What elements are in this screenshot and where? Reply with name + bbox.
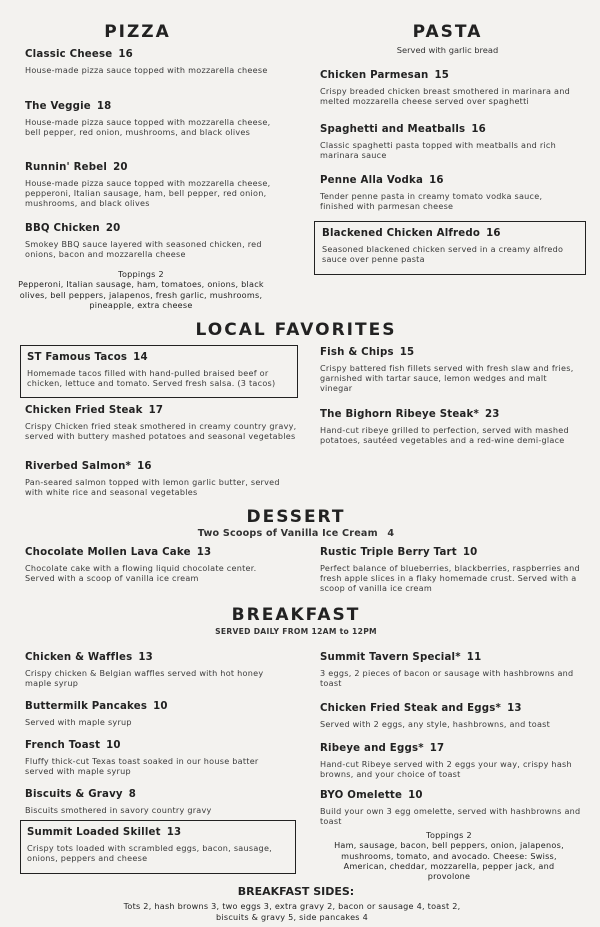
item-price: 17: [429, 743, 445, 754]
special-price: 4: [387, 528, 395, 539]
item-description: Crispy breaded chicken breast smothered in marinara and melted mozzarella cheese served over spaghetti: [320, 86, 571, 107]
menu-item: [25, 740, 287, 776]
menu-item: [25, 101, 285, 137]
item-description: House-made pizza sauce topped with mozzarella cheese: [25, 65, 268, 75]
item-price: 13: [196, 547, 212, 558]
menu-item: [320, 347, 578, 394]
menu-item: [320, 70, 575, 106]
item-description: House-made pizza sauce topped with mozzarella cheese, bell pepper, red onion, mushrooms, and black olives: [25, 117, 271, 138]
item-price: 13: [138, 652, 153, 663]
item-name: The Veggie: [25, 101, 91, 112]
item-price: 13: [507, 703, 522, 714]
item-description: Hand-cut Ribeye served with 2 eggs your way, crispy hash browns, and your choice of toast: [320, 759, 572, 780]
item-name: ST Famous Tacos: [27, 352, 128, 363]
item-name: Chicken Fried Steak and Eggs*: [320, 703, 502, 714]
item-price: 20: [113, 162, 128, 173]
item-description: Crispy Chicken fried steak smothered in creamy country gravy, served with buttery mashed potatoes and seasonal vegetables: [25, 421, 297, 442]
menu-item: [25, 405, 297, 441]
item-name: Chicken Fried Steak: [25, 405, 143, 416]
item-name: Fish & Chips: [320, 347, 394, 358]
item-description: Served with 2 eggs, any style, hashbrowns, and toast: [320, 719, 551, 729]
item-price: 15: [434, 70, 450, 81]
toppings-list: Pepperoni, Italian sausage, ham, tomatoes, onions, black olives, bell peppers, jalapenos, fresh garlic, mushrooms, pineapple, extra cheese: [18, 279, 264, 310]
menu-item: [25, 789, 287, 815]
pasta-subtitle: Served with garlic bread: [396, 45, 499, 55]
item-name: French Toast: [25, 740, 101, 751]
menu-item: [25, 547, 287, 583]
pizza-toppings: [18, 269, 264, 310]
item-description: Biscuits smothered in savory country gravy: [25, 805, 212, 815]
item-description: Hand-cut ribeye grilled to perfection, served with mashed potatoes, sautéed vegetables and a red-wine demi-glace: [320, 425, 569, 446]
breakfast-sides-list: Tots 2, hash browns 3, two eggs 3, extra gravy 2, bacon or sausage 4, toast 2, biscuits & gravy 5, side pancakes 4: [123, 901, 461, 922]
dessert-special: [100, 528, 492, 539]
pizza-title: PIZZA: [104, 22, 171, 42]
menu-item: [25, 701, 287, 727]
item-description: Fluffy thick-cut Texas toast soaked in our house batter served with maple syrup: [25, 756, 259, 777]
item-name: Chicken Parmesan: [320, 70, 429, 81]
breakfast-subtitle: SERVED DAILY FROM 12AM to 12PM: [215, 627, 377, 636]
item-price: 17: [148, 405, 164, 416]
menu-item: [320, 124, 575, 160]
menu-item: [25, 49, 270, 75]
menu-item: [320, 703, 582, 729]
item-name: Ribeye and Eggs*: [320, 743, 424, 754]
item-name: Classic Cheese: [25, 49, 113, 60]
featured-menu-item: [20, 820, 296, 874]
item-description: Homemade tacos filled with hand-pulled braised beef or chicken, lettuce and tomato. Served fresh salsa. (3 tacos): [27, 368, 276, 389]
item-price: 16: [118, 49, 133, 60]
item-price: 10: [106, 740, 121, 751]
item-price: 10: [462, 547, 478, 558]
item-price: 16: [429, 175, 444, 186]
item-price: 10: [153, 701, 168, 712]
item-name: Riverbed Salmon*: [25, 461, 132, 472]
toppings-label: Toppings 2: [118, 269, 164, 279]
local-favorites-title: LOCAL FAVORITES: [195, 320, 397, 340]
item-price: 18: [96, 101, 112, 112]
item-name: Runnin' Rebel: [25, 162, 108, 173]
menu-item: [25, 461, 290, 497]
item-description: Smokey BBQ sauce layered with seasoned chicken, red onions, bacon and mozzarella cheese: [25, 239, 262, 260]
item-description: Seasoned blackened chicken served in a creamy alfredo sauce over penne pasta: [322, 244, 564, 265]
item-name: BBQ Chicken: [25, 223, 100, 234]
item-description: 3 eggs, 2 pieces of bacon or sausage with hashbrowns and toast: [320, 668, 574, 689]
item-description: Classic spaghetti pasta topped with meatballs and rich marinara sauce: [320, 140, 556, 161]
menu-item: [320, 547, 582, 594]
menu-item: [320, 743, 582, 779]
item-name: Chicken & Waffles: [25, 652, 133, 663]
dessert-title: DESSERT: [246, 507, 346, 527]
item-name: Summit Loaded Skillet: [27, 827, 161, 838]
item-price: 10: [408, 790, 423, 801]
toppings-label: Toppings 2: [426, 830, 472, 840]
item-description: Crispy tots loaded with scrambled eggs, bacon, sausage, onions, peppers and cheese: [27, 843, 272, 864]
featured-menu-item: [20, 345, 298, 398]
pasta-title: PASTA: [412, 22, 483, 42]
item-description: Build your own 3 egg omelette, served with hashbrowns and toast: [320, 806, 581, 827]
menu-item: [320, 409, 578, 445]
item-description: House-made pizza sauce topped with mozzarella cheese, pepperoni, Italian sausage, ham, bell pepper, red onion, mushrooms, and black olives: [25, 178, 271, 209]
item-price: 16: [471, 124, 486, 135]
item-price: 11: [466, 652, 482, 663]
omelette-toppings: [326, 830, 572, 881]
breakfast-sides-title: BREAKFAST SIDES:: [237, 885, 355, 898]
item-description: Perfect balance of blueberries, blackberries, raspberries and fresh apple slices in a flaky homemade crust. Served with a scoop of vanilla ice cream: [320, 563, 580, 594]
item-price: 23: [485, 409, 500, 420]
menu-item: [320, 652, 582, 688]
toppings-list: Ham, sausage, bacon, bell peppers, onion, jalapenos, mushrooms, tomato, and avocado. Cheese: Swiss, American, cheddar, mozzarella, pepper jack, and provolone: [334, 840, 564, 882]
item-price: 14: [133, 352, 148, 363]
item-name: Blackened Chicken Alfredo: [322, 228, 481, 239]
special-name: Two Scoops of Vanilla Ice Cream: [197, 528, 378, 539]
item-name: Buttermilk Pancakes: [25, 701, 148, 712]
item-price: 13: [166, 827, 182, 838]
item-name: Penne Alla Vodka: [320, 175, 424, 186]
item-description: Chocolate cake with a flowing liquid chocolate center. Served with a scoop of vanilla ice cream: [25, 563, 257, 584]
featured-menu-item: [314, 221, 586, 275]
item-price: 15: [399, 347, 415, 358]
menu-item: [25, 223, 287, 259]
item-description: Served with maple syrup: [25, 717, 132, 727]
item-name: BYO Omelette: [320, 790, 403, 801]
item-price: 16: [486, 228, 501, 239]
item-price: 20: [105, 223, 121, 234]
menu-item: [25, 652, 287, 688]
item-description: Crispy battered fish fillets served with fresh slaw and fries, garnished with tartar sauce, lemon wedges and malt vinegar: [320, 363, 574, 394]
item-description: Pan-seared salmon topped with lemon garlic butter, served with white rice and seasonal vegetables: [25, 477, 280, 498]
item-name: Biscuits & Gravy: [25, 789, 123, 800]
menu-item: [320, 175, 575, 211]
item-price: 8: [128, 789, 137, 800]
item-name: Summit Tavern Special*: [320, 652, 461, 663]
menu-item: [25, 162, 275, 209]
breakfast-title: BREAKFAST: [231, 605, 361, 625]
item-description: Tender penne pasta in creamy tomato vodka sauce, finished with parmesan cheese: [320, 191, 543, 212]
item-name: Spaghetti and Meatballs: [320, 124, 466, 135]
item-name: Chocolate Mollen Lava Cake: [25, 547, 191, 558]
item-description: Crispy chicken & Belgian waffles served with hot honey maple syrup: [25, 668, 264, 689]
item-name: Rustic Triple Berry Tart: [320, 547, 457, 558]
item-name: The Bighorn Ribeye Steak*: [320, 409, 480, 420]
item-price: 16: [137, 461, 152, 472]
menu-item: [320, 790, 582, 826]
